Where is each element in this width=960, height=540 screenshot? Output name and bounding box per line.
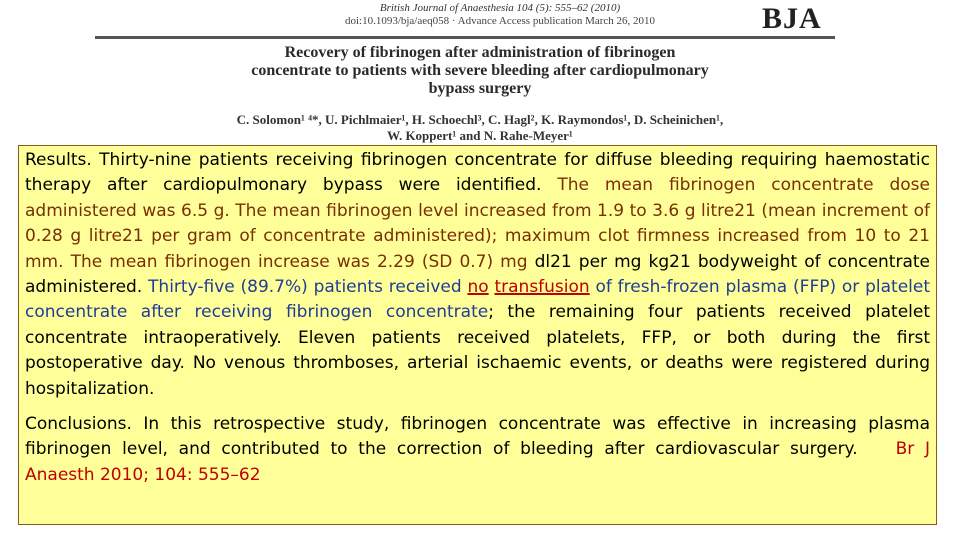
- results-ffp: of fresh-frozen plasma (FFP) or platelet concentrate after receiving fibrinogen concentrate: [25, 277, 931, 323]
- journal-reference: Br J Anaesth 2010; 104: 555–62: [25, 439, 930, 485]
- bja-logo: BJA: [762, 2, 822, 35]
- conclusions-paragraph: [25, 412, 930, 488]
- results-dose: The mean fibrinogen concentrate dose administered was 6.5 g. The mean fibrinogen level increased from 1.9 to 3.6 g litre21 (mean increment of 0.28 g litre21 per gram of concentrate administered); maximum clot firmness increased from 10 to 21 mm.: [25, 175, 930, 272]
- header-rule: [95, 36, 835, 39]
- results-intro: Results. Thirty-nine patients receiving fibrinogen concentrate for diffuse bleeding requiring haemostatic therapy after cardiopulmonary bypass were identified.: [25, 150, 930, 196]
- title-line: Recovery of fibrinogen after administration of fibrinogen: [284, 44, 676, 61]
- author-line: C. Solomon¹ ⁴*, U. Pichlmaier¹, H. Schoechl³, C. Hagl², K. Raymondos¹, D. Scheinichen¹,: [236, 112, 724, 127]
- paper-title: [90, 44, 870, 98]
- highlight-no: no: [467, 277, 489, 298]
- results-units: dl21 per mg kg21 bodyweight of concentrate administered.: [25, 251, 930, 298]
- title-line: concentrate to patients with severe bleeding after cardiopulmonary: [251, 62, 709, 79]
- results-paragraph: [25, 148, 930, 402]
- journal-citation: British Journal of Anaesthesia 104 (5): 555–62 (2010): [379, 2, 621, 14]
- highlight-transfusion: transfusion: [494, 277, 590, 298]
- author-list: [110, 112, 850, 144]
- doi-line: doi:10.1093/bja/aeq058 · Advance Access publication March 26, 2010: [344, 15, 656, 27]
- results-thirty-five: Thirty-five (89.7%) patients received: [142, 277, 468, 298]
- conclusions-text: Conclusions. In this retrospective study, fibrinogen concentrate was effective in increasing plasma fibrinogen level, and contributed to the correction of bleeding after cardiovascular surgery.: [25, 414, 930, 460]
- author-line: W. Koppert¹ and N. Rahe-Meyer¹: [387, 128, 573, 143]
- results-remaining: ; the remaining four patients received platelet concentrate intraoperatively. Eleven patients received platelets, FFP, or both during the first postoperative day. No venous thromboses, arterial ischaemic events, or deaths were registered during hospitalization.: [25, 302, 931, 399]
- abstract-highlight-box: [18, 145, 937, 525]
- paper-header: [0, 0, 960, 150]
- results-increase: The mean fibrinogen increase was 2.29 (SD 0.7) mg: [63, 251, 528, 272]
- title-line: bypass surgery: [428, 80, 532, 97]
